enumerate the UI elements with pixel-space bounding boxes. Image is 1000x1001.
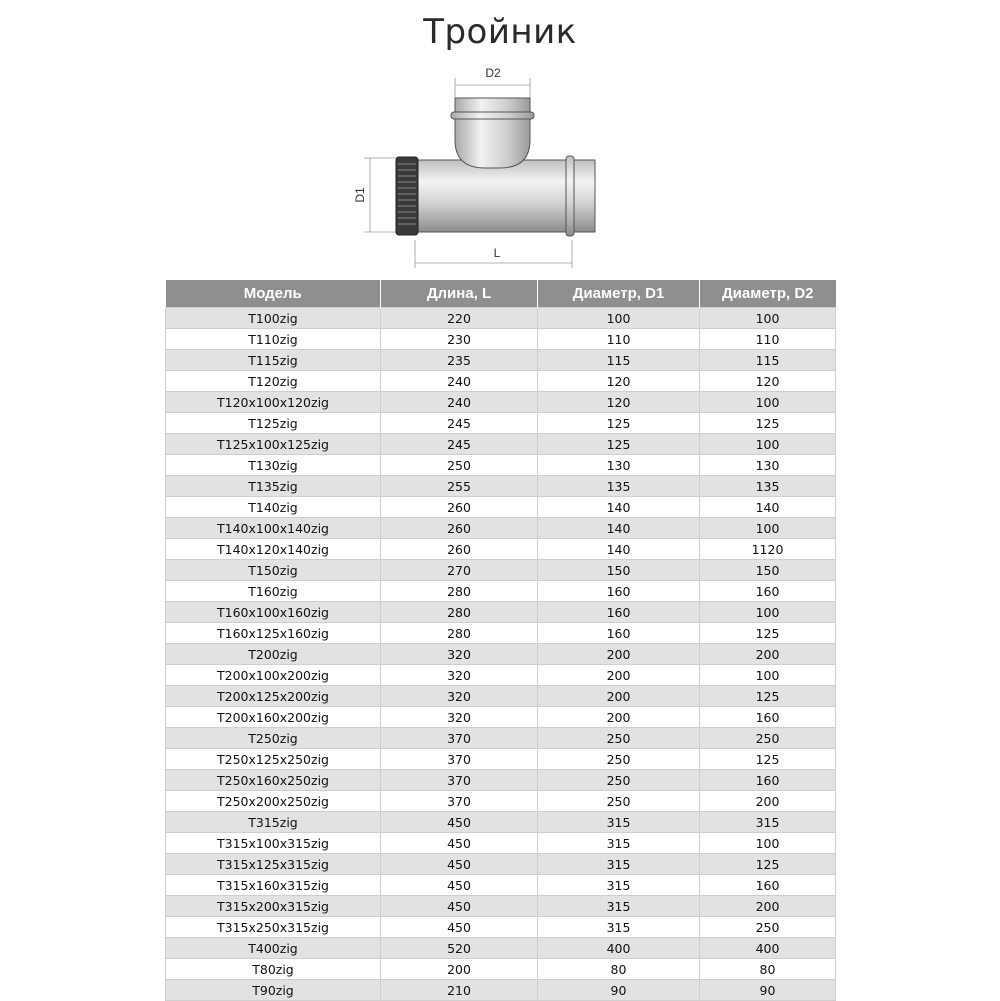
cell-diameter-d1: 140 xyxy=(538,497,700,518)
cell-diameter-d2: 100 xyxy=(700,665,836,686)
cell-length: 280 xyxy=(381,581,538,602)
table-row xyxy=(166,686,836,707)
header-diameter-d1: Диаметр, D1 xyxy=(538,280,700,308)
label-d1: D1 xyxy=(353,187,367,203)
table-row xyxy=(166,350,836,371)
cell-length: 450 xyxy=(381,875,538,896)
cell-diameter-d2: 80 xyxy=(700,959,836,980)
cell-model: T120x100x120zig xyxy=(166,392,381,413)
table-row xyxy=(166,707,836,728)
table-row xyxy=(166,560,836,581)
cell-model: T315x100x315zig xyxy=(166,833,381,854)
cell-length: 220 xyxy=(381,308,538,329)
table-row xyxy=(166,602,836,623)
cell-diameter-d2: 140 xyxy=(700,497,836,518)
cell-diameter-d2: 100 xyxy=(700,602,836,623)
cell-diameter-d1: 150 xyxy=(538,560,700,581)
cell-diameter-d1: 250 xyxy=(538,728,700,749)
cell-length: 450 xyxy=(381,917,538,938)
cell-diameter-d2: 100 xyxy=(700,833,836,854)
cell-diameter-d1: 160 xyxy=(538,623,700,644)
cell-diameter-d1: 200 xyxy=(538,707,700,728)
cell-diameter-d2: 250 xyxy=(700,917,836,938)
table-row xyxy=(166,308,836,329)
cell-length: 255 xyxy=(381,476,538,497)
cell-model: T140zig xyxy=(166,497,381,518)
cell-model: T110zig xyxy=(166,329,381,350)
cell-diameter-d1: 250 xyxy=(538,770,700,791)
cell-model: T90zig xyxy=(166,980,381,1001)
cell-model: T200x160x200zig xyxy=(166,707,381,728)
table-body xyxy=(166,308,836,1001)
table-row xyxy=(166,938,836,959)
cell-diameter-d1: 315 xyxy=(538,896,700,917)
cell-length: 260 xyxy=(381,539,538,560)
header-diameter-d2: Диаметр, D2 xyxy=(700,280,836,308)
cell-diameter-d2: 250 xyxy=(700,728,836,749)
cell-length: 320 xyxy=(381,665,538,686)
cell-diameter-d2: 200 xyxy=(700,644,836,665)
cell-diameter-d1: 160 xyxy=(538,581,700,602)
cell-diameter-d1: 110 xyxy=(538,329,700,350)
cell-diameter-d2: 400 xyxy=(700,938,836,959)
cell-length: 270 xyxy=(381,560,538,581)
cell-diameter-d1: 315 xyxy=(538,875,700,896)
table-row xyxy=(166,875,836,896)
cell-length: 370 xyxy=(381,728,538,749)
table-row xyxy=(166,812,836,833)
cell-length: 520 xyxy=(381,938,538,959)
cell-diameter-d2: 100 xyxy=(700,434,836,455)
cell-length: 450 xyxy=(381,896,538,917)
cell-model: T315x250x315zig xyxy=(166,917,381,938)
table-row xyxy=(166,854,836,875)
cell-diameter-d2: 150 xyxy=(700,560,836,581)
cell-diameter-d1: 250 xyxy=(538,749,700,770)
cell-length: 250 xyxy=(381,455,538,476)
table-row xyxy=(166,833,836,854)
table-row xyxy=(166,581,836,602)
cell-model: T250zig xyxy=(166,728,381,749)
cell-diameter-d1: 250 xyxy=(538,791,700,812)
cell-model: T400zig xyxy=(166,938,381,959)
cell-length: 210 xyxy=(381,980,538,1001)
cell-diameter-d2: 120 xyxy=(700,371,836,392)
cell-model: T200x125x200zig xyxy=(166,686,381,707)
cell-model: T80zig xyxy=(166,959,381,980)
table-row xyxy=(166,392,836,413)
cell-model: T140x120x140zig xyxy=(166,539,381,560)
cell-model: T250x125x250zig xyxy=(166,749,381,770)
cell-diameter-d2: 110 xyxy=(700,329,836,350)
table-row xyxy=(166,623,836,644)
cell-diameter-d2: 160 xyxy=(700,581,836,602)
cell-length: 450 xyxy=(381,833,538,854)
cell-model: T315x160x315zig xyxy=(166,875,381,896)
cell-diameter-d1: 315 xyxy=(538,854,700,875)
cell-model: T250x160x250zig xyxy=(166,770,381,791)
cell-diameter-d1: 315 xyxy=(538,812,700,833)
cell-model: T130zig xyxy=(166,455,381,476)
cell-model: T200x100x200zig xyxy=(166,665,381,686)
cell-diameter-d2: 100 xyxy=(700,308,836,329)
cell-diameter-d1: 130 xyxy=(538,455,700,476)
pipe-ring xyxy=(566,156,574,236)
tee-diagram xyxy=(340,60,640,270)
label-d2: D2 xyxy=(485,66,501,80)
cell-diameter-d1: 115 xyxy=(538,350,700,371)
cell-diameter-d2: 160 xyxy=(700,707,836,728)
cell-diameter-d2: 160 xyxy=(700,770,836,791)
cell-length: 280 xyxy=(381,623,538,644)
branch-pipe xyxy=(455,98,530,168)
cell-diameter-d2: 125 xyxy=(700,854,836,875)
cell-length: 240 xyxy=(381,392,538,413)
cell-diameter-d1: 140 xyxy=(538,539,700,560)
cell-model: T160x100x160zig xyxy=(166,602,381,623)
table-row xyxy=(166,917,836,938)
cell-length: 370 xyxy=(381,749,538,770)
cell-model: T115zig xyxy=(166,350,381,371)
table-row xyxy=(166,539,836,560)
cell-model: T315x200x315zig xyxy=(166,896,381,917)
table-row xyxy=(166,518,836,539)
cell-model: T200zig xyxy=(166,644,381,665)
cell-diameter-d2: 100 xyxy=(700,518,836,539)
cell-model: T125zig xyxy=(166,413,381,434)
cell-length: 230 xyxy=(381,329,538,350)
cell-diameter-d2: 130 xyxy=(700,455,836,476)
table-row xyxy=(166,749,836,770)
cell-diameter-d1: 125 xyxy=(538,413,700,434)
cell-diameter-d1: 160 xyxy=(538,602,700,623)
cell-length: 320 xyxy=(381,644,538,665)
cell-diameter-d2: 1120 xyxy=(700,539,836,560)
table-row xyxy=(166,959,836,980)
cell-diameter-d1: 200 xyxy=(538,644,700,665)
cell-diameter-d1: 400 xyxy=(538,938,700,959)
cell-diameter-d1: 90 xyxy=(538,980,700,1001)
table-header-row xyxy=(166,280,836,308)
cell-length: 320 xyxy=(381,686,538,707)
cell-model: T160x125x160zig xyxy=(166,623,381,644)
table-row xyxy=(166,329,836,350)
cell-model: T315zig xyxy=(166,812,381,833)
cell-length: 320 xyxy=(381,707,538,728)
cell-model: T140x100x140zig xyxy=(166,518,381,539)
cell-length: 200 xyxy=(381,959,538,980)
header-length: Длина, L xyxy=(381,280,538,308)
cell-length: 450 xyxy=(381,812,538,833)
cell-length: 450 xyxy=(381,854,538,875)
table-row xyxy=(166,728,836,749)
table-row xyxy=(166,455,836,476)
cell-model: T250x200x250zig xyxy=(166,791,381,812)
cell-model: T120zig xyxy=(166,371,381,392)
cell-model: T315x125x315zig xyxy=(166,854,381,875)
cell-diameter-d1: 120 xyxy=(538,392,700,413)
cell-model: T160zig xyxy=(166,581,381,602)
header-model: Модель xyxy=(166,280,381,308)
table-row xyxy=(166,896,836,917)
table-row xyxy=(166,413,836,434)
cell-diameter-d1: 80 xyxy=(538,959,700,980)
cell-diameter-d2: 125 xyxy=(700,413,836,434)
table-row xyxy=(166,791,836,812)
cell-model: T150zig xyxy=(166,560,381,581)
cell-diameter-d2: 160 xyxy=(700,875,836,896)
label-l: L xyxy=(493,246,501,260)
cell-length: 245 xyxy=(381,434,538,455)
cell-length: 260 xyxy=(381,497,538,518)
cell-diameter-d2: 125 xyxy=(700,623,836,644)
cell-diameter-d2: 135 xyxy=(700,476,836,497)
cell-diameter-d2: 90 xyxy=(700,980,836,1001)
cell-model: T135zig xyxy=(166,476,381,497)
table-row xyxy=(166,476,836,497)
table-row xyxy=(166,497,836,518)
cell-diameter-d1: 200 xyxy=(538,686,700,707)
cell-length: 370 xyxy=(381,791,538,812)
cell-diameter-d1: 125 xyxy=(538,434,700,455)
cell-diameter-d1: 120 xyxy=(538,371,700,392)
page-title: Тройник xyxy=(423,12,577,52)
cell-diameter-d1: 315 xyxy=(538,917,700,938)
cell-diameter-d1: 200 xyxy=(538,665,700,686)
cell-length: 245 xyxy=(381,413,538,434)
table-row xyxy=(166,665,836,686)
cell-diameter-d2: 125 xyxy=(700,686,836,707)
table-row xyxy=(166,371,836,392)
cell-diameter-d2: 200 xyxy=(700,791,836,812)
cell-diameter-d1: 140 xyxy=(538,518,700,539)
table-row xyxy=(166,980,836,1001)
table-row xyxy=(166,770,836,791)
cell-diameter-d1: 100 xyxy=(538,308,700,329)
cell-length: 235 xyxy=(381,350,538,371)
cell-diameter-d2: 315 xyxy=(700,812,836,833)
cell-diameter-d1: 135 xyxy=(538,476,700,497)
rubber-seal xyxy=(396,157,418,235)
cell-length: 370 xyxy=(381,770,538,791)
cell-model: T125x100x125zig xyxy=(166,434,381,455)
cell-length: 280 xyxy=(381,602,538,623)
cell-model: T100zig xyxy=(166,308,381,329)
cell-diameter-d2: 115 xyxy=(700,350,836,371)
cell-diameter-d1: 315 xyxy=(538,833,700,854)
table-row xyxy=(166,434,836,455)
table-row xyxy=(166,644,836,665)
cell-diameter-d2: 200 xyxy=(700,896,836,917)
cell-diameter-d2: 100 xyxy=(700,392,836,413)
cell-diameter-d2: 125 xyxy=(700,749,836,770)
cell-length: 240 xyxy=(381,371,538,392)
specification-table xyxy=(165,280,836,1001)
cell-length: 260 xyxy=(381,518,538,539)
branch-ring xyxy=(451,112,534,119)
